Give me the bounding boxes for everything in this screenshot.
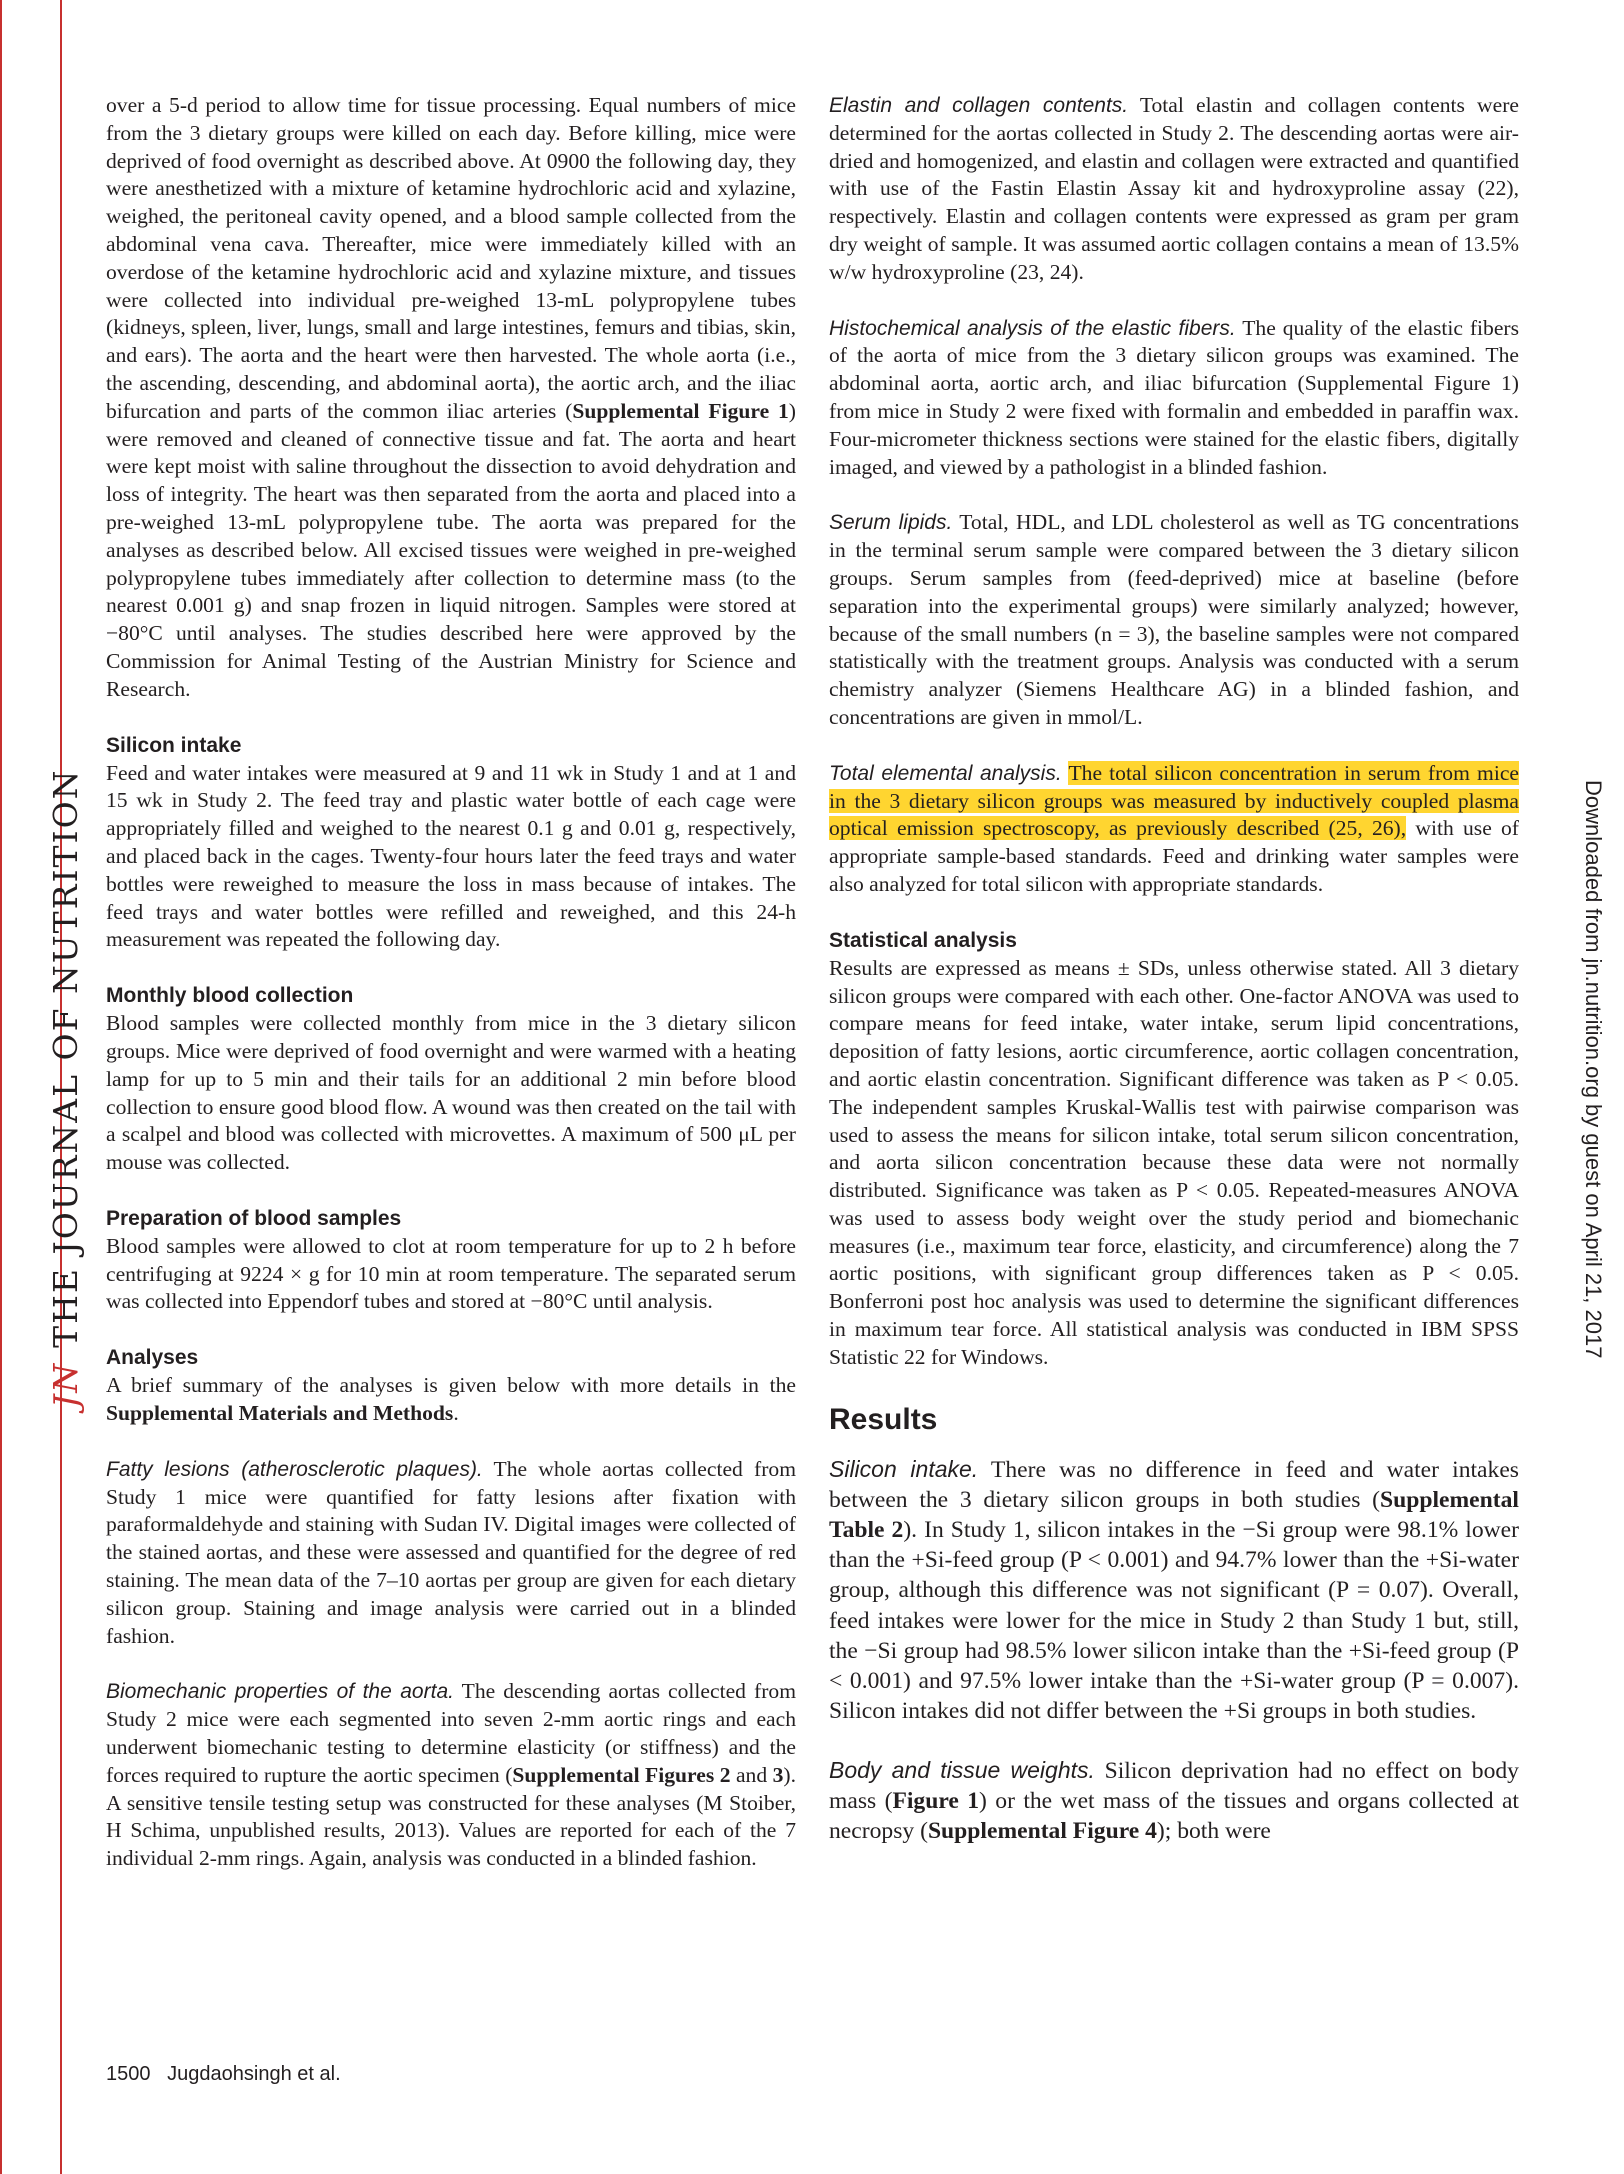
paragraph-monthly-blood: Blood samples were collected monthly from mice in the 3 dietary silicon groups. Mice were deprived of food overnight and were warmed with a heating lamp for up to 5 min and their tails for an additional 2 min before blood collection to ensure good blood flow. A wound was then created on the tail with a scalpel and blood was collected with microvettes. A maximum of 500 μL per mouse was collected. [106, 1011, 796, 1175]
text: ). A sensitive tensile testing setup was constructed for these analyses (M Stoiber, H Schima, unpublished results, 2013). Values are reported for each of the 7 individual 2-mm rings. Again, analysis was conducted in a blinded fashion. [106, 1762, 797, 1871]
heading-statistical-analysis: Statistical analysis [829, 928, 1017, 952]
runin-title: Histochemical analysis of the elastic fibers. [829, 316, 1236, 340]
paragraph-silicon-intake-results [829, 1454, 1519, 1727]
text: over a 5-d period to allow time for tissue processing. Equal numbers of mice from the 3 dietary groups were killed on each day. Before killing, mice were deprived of food overnight as described above. At 0900 the following day, they were anesthetized with a mixture of ketamine hydrochloric acid and xylazine, weighed, the peritoneal cavity opened, and a blood sample collected from the abdominal vena cava. Thereafter, mice were immediately killed with an overdose of the ketamine hydrochloric acid and xylazine mixture, and tissues were collected into individual pre-weighed 13-mL polypropylene tubes (kidneys, spleen, liver, lungs, small and large intestines, femurs and tibias, skin, and ears). The aorta and the heart were then harvested. The whole aorta (i.e., the ascending, descending, and abdominal aorta), the aortic arch, and the iliac bifurcation and parts of the common iliac arteries ( [106, 93, 796, 423]
text: The descending aortas collected from Study 2 mice were each segmented into seven 2-mm aortic rings and each underwent biomechanic testing to determine elasticity (or stiffness) and the forces required to rupture the aortic specimen ( [106, 1679, 797, 1787]
page-footer [106, 2063, 341, 2086]
text: Total elastin and collagen contents were determined for the aortas collected in Study 2. The descending aortas were air-dried and homogenized, and elastin and collagen were extracted and quantified with use of the Fastin Elastin Assay kit and hydroxyproline assay (22), respectively. Elastin and collagen contents were expressed as gram per gram dry weight of sample. It was assumed aortic collagen contains a mean of 13.5% w/w hydroxyproline (23, 24). [829, 93, 1519, 284]
heading-blood-prep: Preparation of blood samples [106, 1206, 402, 1230]
journal-name: THE JOURNAL OF NUTRITION [46, 768, 85, 1348]
text: with use of appropriate sample-based standards. Feed and drinking water samples were also analyzed for total silicon with appropriate standards. [829, 816, 1519, 896]
text: A brief summary of the analyses is given below with more details in the [106, 1373, 796, 1398]
supplemental-table-link[interactable]: Supplemental Table 2 [829, 1486, 1519, 1544]
text: and [730, 1762, 773, 1787]
paragraph-statistical-analysis: Results are expressed as means ± SDs, unless otherwise stated. All 3 dietary silicon groups were compared with each other. One-factor ANOVA was used to compare means for feed intake, water intake, serum lipid concentrations, deposition of fatty lesions, aortic circumference, aortic collagen concentration, and aortic elastin concentration. Significant difference was taken as P < 0.05. The independent samples Kruskal-Wallis test with pairwise comparison was used to assess the means for silicon intake, total serum silicon concentration, and aorta silicon concentration because these data were not normally distributed. Significance was taken as P < 0.05. Repeated-measures ANOVA was used to assess body weight over the study period and biomechanic measures (i.e., maximum tear force, elasticity, and circumference) along the 7 aortic positions, with significant group differences taken as P < 0.05. Bonferroni post hoc analysis was used to determine the significant differences in maximum tear force. All statistical analysis was conducted in IBM SPSS Statistic 22 for Windows. [829, 955, 1519, 1369]
journal-abbrev: JN [46, 1361, 85, 1408]
runin-title: Silicon intake. [829, 1455, 979, 1482]
text: ); both were [1156, 1817, 1271, 1844]
runin-title: Biomechanic properties of the aorta. [106, 1680, 454, 1704]
text: ). In Study 1, silicon intakes in the −Si group were 98.1% lower than the +Si-feed group (P < 0.001) and 94.7% lower than the +Si-water group, although this difference was not significant (P = 0.07). Overall, feed intakes were lower for the mice in Study 2 than Study 1 but, still, the −Si group had 98.5% lower silicon intake than the +Si-feed group (P < 0.001) and 97.5% lower intake than the +Si-water group (P = 0.007). Silicon intakes did not differ between the +Si groups in both studies. [829, 1517, 1519, 1725]
paragraph-serum-lipids [829, 509, 1519, 731]
paragraph-silicon-intake: Feed and water intakes were measured at 9 and 11 wk in Study 1 and at 1 and 15 wk in Study 2. The feed tray and plastic water bottle of each cage were appropriately filled and weighed to the nearest 0.1 g and 0.01 g, respectively, and placed back in the cages. Twenty-four hours later the feed trays and water bottles were reweighed to measure the loss in mass because of intakes. The feed trays and water bottles were refilled and reweighed, and this 24-h measurement was repeated the following day. [106, 760, 796, 952]
text: ) or the wet mass of the tissues and organs collected at necropsy ( [829, 1787, 1519, 1844]
text: There was no difference in feed and water intakes between the 3 dietary silicon groups in both studies ( [829, 1456, 1519, 1513]
supplemental-figure-link[interactable]: 3 [772, 1762, 784, 1787]
paragraph-biomechanic [106, 1678, 796, 1873]
paragraph-body-weights [829, 1755, 1519, 1847]
heading-analyses: Analyses [106, 1346, 199, 1370]
runin-title: Serum lipids. [829, 511, 953, 535]
right-column [829, 92, 1519, 1846]
supplemental-methods-link[interactable]: Supplemental Materials and Methods [106, 1401, 454, 1426]
paragraph-histochemical [829, 315, 1519, 482]
left-column [106, 92, 796, 1873]
runin-title: Total elemental analysis. [829, 761, 1062, 785]
text: Total, HDL, and LDL cholesterol as well as TG concentrations in the terminal serum sample were compared between the 3 dietary silicon groups. Serum samples from (feed-deprived) mice at baseline (before separation into the experimental groups) were similarly analyzed; however, because of the small numbers (n = 3), the baseline samples were not compared statistically with the treatment groups. Analysis was conducted with a serum chemistry analyzer (Siemens Healthcare AG) in a blinded fashion, and concentrations are given in mmol/L. [829, 510, 1519, 729]
paragraph-blood-prep: Blood samples were allowed to clot at room temperature for up to 2 h before centrifuging at 9224 × g for 10 min at room temperature. The separated serum was collected into Eppendorf tubes and stored at −80°C until analysis. [106, 1233, 796, 1314]
figure-link[interactable]: Figure 1 [892, 1787, 980, 1814]
paragraph-elastin [829, 92, 1519, 287]
heading-monthly-blood: Monthly blood collection [106, 984, 354, 1008]
text: Silicon deprivation had no effect on body mass ( [829, 1757, 1519, 1814]
heading-silicon-intake: Silicon intake [106, 733, 242, 757]
runin-title: Body and tissue weights. [829, 1756, 1095, 1783]
running-authors: Jugdaohsingh et al. [167, 2063, 341, 2085]
paragraph-analyses [106, 1372, 796, 1428]
text: ) were removed and cleaned of connective tissue and fat. The aorta and heart were kept moist with saline throughout the dissection to avoid dehydration and loss of integrity. The heart was then separated from the aorta and placed into a pre-weighed 13-mL polypropylene tube. The aorta was prepared for the analyses as described below. All excised tissues were weighed in pre-weighed polypropylene tubes immediately after collection to determine mass (to the nearest 0.001 g) and snap frozen in liquid nitrogen. Samples were stored at −80°C until analyses. The studies described here were approved by the Commission for Animal Testing of the Austrian Ministry for Science and Research. [106, 398, 796, 701]
text: . [453, 1401, 459, 1426]
page-number: 1500 [106, 2063, 151, 2085]
supplemental-figure-link[interactable]: Supplemental Figure 4 [927, 1817, 1157, 1844]
paragraph-fatty-lesions [106, 1456, 796, 1651]
download-note-container [1572, 780, 1612, 1400]
paragraph-procedure [106, 92, 796, 704]
download-note: Downloaded from jn.nutrition.org by guest on April 21, 2017 [1581, 780, 1606, 1359]
supplemental-figure-link[interactable]: Supplemental Figure 1 [572, 398, 789, 423]
highlighted-text: The total silicon concentration in serum from mice in the 3 dietary silicon groups was measured by inductively coupled plasma optical emission spectroscopy, as previously described (25, 26), [829, 760, 1520, 841]
supplemental-figure-link[interactable]: Supplemental Figures 2 [512, 1762, 731, 1787]
paragraph-total-elemental [829, 760, 1519, 899]
runin-title: Fatty lesions (atherosclerotic plaques). [106, 1457, 483, 1481]
runin-title: Elastin and collagen contents. [829, 94, 1129, 117]
heading-results: Results [829, 1402, 938, 1436]
text: The whole aortas collected from Study 1 mice were quantified for fatty lesions after fixation with paraformaldehyde and staining with Sudan IV. Digital images were collected of the stained aortas, and these were assessed and quantified for the degree of red staining. The mean data of the 7–10 aortas per group are given for each dietary silicon group. Staining and image analysis were carried out in a blinded fashion. [106, 1456, 796, 1648]
text: The quality of the elastic fibers of the aorta of mice from the 3 dietary silicon groups was examined. The abdominal aorta, aortic arch, and iliac bifurcation (Supplemental Figure 1) from mice in Study 2 were fixed with formalin and embedded in paraffin wax. Four-micrometer thickness sections were stained for the elastic fibers, digitally imaged, and viewed by a pathologist in a blinded fashion. [829, 315, 1520, 479]
journal-spine [0, 768, 85, 1408]
